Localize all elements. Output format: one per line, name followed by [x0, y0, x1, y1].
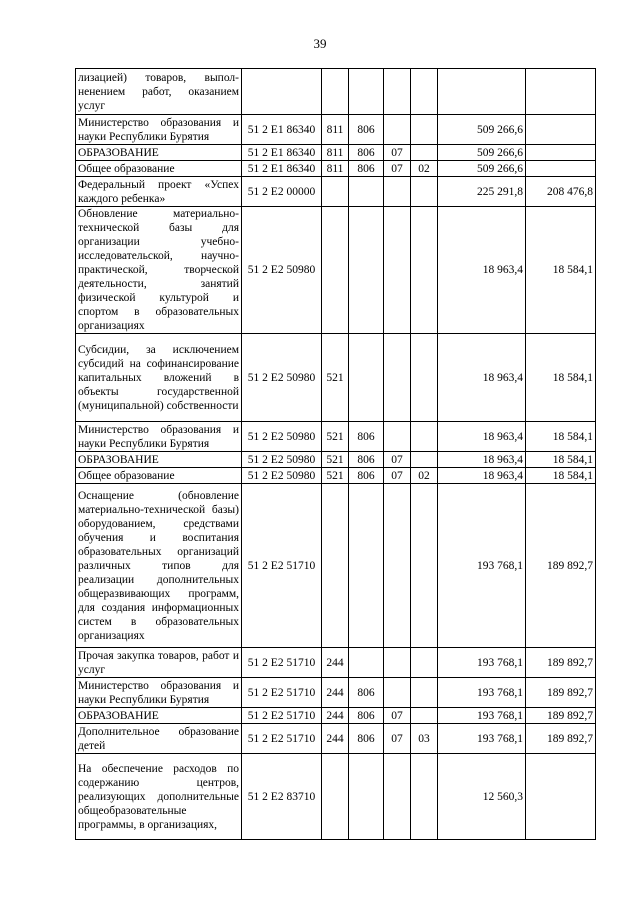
- row-rz-code: [384, 422, 411, 452]
- row-csr-code: 51 2 E2 83710: [242, 754, 322, 840]
- row-csr-code: 51 2 E2 51710: [242, 708, 322, 724]
- row-name: Прочая закупка товаров, работ и услуг: [76, 648, 242, 678]
- row-rz-code: [384, 484, 411, 648]
- row-rz-code: [384, 207, 411, 334]
- row-grbs-code: [349, 484, 384, 648]
- row-name: ОБРАЗОВАНИЕ: [76, 145, 242, 161]
- row-vr-code: 244: [322, 678, 349, 708]
- row-vr-code: 811: [322, 115, 349, 145]
- row-vr-code: 521: [322, 452, 349, 468]
- row-vr-code: 244: [322, 648, 349, 678]
- row-name: Обновление материально-технической базы для организации учебно-исследовательской, научно-практической, творческой деятельности, занятий физической культурой и спортом в образовательных организациях: [76, 207, 242, 334]
- table-row: [76, 708, 596, 724]
- row-sum-1: 18 963,4: [438, 452, 526, 468]
- row-name: Оснащение (обновление материально-технической базы) оборудованием, средствами обучения и воспитания образовательных организаций различных типов для реализации дополнительных общеразвивающих программ, для создания информационных систем в образовательных организациях: [76, 484, 242, 648]
- row-sum-1: 509 266,6: [438, 161, 526, 177]
- row-grbs-code: 806: [349, 115, 384, 145]
- row-pr-code: [411, 678, 438, 708]
- row-vr-code: [322, 484, 349, 648]
- row-name: Дополнительное образование детей: [76, 724, 242, 754]
- row-rz-code: 07: [384, 708, 411, 724]
- row-pr-code: 02: [411, 161, 438, 177]
- row-grbs-code: 806: [349, 145, 384, 161]
- row-rz-code: 07: [384, 468, 411, 484]
- row-pr-code: [411, 648, 438, 678]
- table-row: [76, 69, 596, 115]
- row-grbs-code: [349, 648, 384, 678]
- row-rz-code: [384, 177, 411, 207]
- row-rz-code: [384, 69, 411, 115]
- table-row: [76, 648, 596, 678]
- row-sum-2: [526, 69, 596, 115]
- row-sum-2: [526, 161, 596, 177]
- row-csr-code: 51 2 E1 86340: [242, 115, 322, 145]
- row-name: Министерство образования и науки Республики Бурятия: [76, 678, 242, 708]
- row-rz-code: [384, 115, 411, 145]
- row-rz-code: [384, 754, 411, 840]
- row-csr-code: 51 2 E1 86340: [242, 145, 322, 161]
- row-sum-1: 193 768,1: [438, 678, 526, 708]
- row-csr-code: 51 2 E1 86340: [242, 161, 322, 177]
- row-name: Министерство образования и науки Республики Бурятия: [76, 422, 242, 452]
- row-name: На обеспечение расходов по содержанию центров, реализующих дополнительные общеобразовательные программы, в организациях,: [76, 754, 242, 840]
- row-csr-code: 51 2 E2 51710: [242, 678, 322, 708]
- row-grbs-code: 806: [349, 678, 384, 708]
- row-sum-2: 18 584,1: [526, 422, 596, 452]
- row-pr-code: [411, 334, 438, 422]
- row-csr-code: [242, 69, 322, 115]
- row-name: ОБРАЗОВАНИЕ: [76, 452, 242, 468]
- row-vr-code: [322, 207, 349, 334]
- row-sum-2: 208 476,8: [526, 177, 596, 207]
- row-grbs-code: 806: [349, 724, 384, 754]
- row-vr-code: 811: [322, 145, 349, 161]
- row-sum-1: 509 266,6: [438, 145, 526, 161]
- table-row: [76, 334, 596, 422]
- row-pr-code: [411, 708, 438, 724]
- row-vr-code: 521: [322, 422, 349, 452]
- row-rz-code: 07: [384, 145, 411, 161]
- row-csr-code: 51 2 E2 51710: [242, 648, 322, 678]
- row-sum-2: [526, 754, 596, 840]
- table-row: [76, 484, 596, 648]
- row-sum-1: 193 768,1: [438, 708, 526, 724]
- row-grbs-code: [349, 177, 384, 207]
- row-rz-code: 07: [384, 724, 411, 754]
- row-sum-2: [526, 145, 596, 161]
- table-row: [76, 678, 596, 708]
- row-sum-1: 509 266,6: [438, 115, 526, 145]
- row-name: ОБРАЗОВАНИЕ: [76, 708, 242, 724]
- row-name: лизацией) товаров, выпол-ненением работ, оказанием услуг: [76, 69, 242, 115]
- table-row: [76, 115, 596, 145]
- row-grbs-code: 806: [349, 468, 384, 484]
- row-sum-2: 18 584,1: [526, 207, 596, 334]
- table-row: [76, 422, 596, 452]
- table-row: [76, 452, 596, 468]
- row-csr-code: 51 2 E2 50980: [242, 452, 322, 468]
- row-grbs-code: [349, 334, 384, 422]
- row-sum-2: 189 892,7: [526, 724, 596, 754]
- row-sum-1: [438, 69, 526, 115]
- row-csr-code: 51 2 E2 51710: [242, 724, 322, 754]
- table-row: [76, 724, 596, 754]
- table-row: [76, 177, 596, 207]
- row-vr-code: 244: [322, 724, 349, 754]
- row-sum-2: 18 584,1: [526, 452, 596, 468]
- row-csr-code: 51 2 E2 50980: [242, 422, 322, 452]
- row-pr-code: 02: [411, 468, 438, 484]
- row-pr-code: [411, 207, 438, 334]
- row-sum-2: [526, 115, 596, 145]
- row-sum-1: 193 768,1: [438, 484, 526, 648]
- row-pr-code: [411, 69, 438, 115]
- row-name: Общее образование: [76, 161, 242, 177]
- row-rz-code: 07: [384, 452, 411, 468]
- row-grbs-code: 806: [349, 422, 384, 452]
- row-sum-2: 18 584,1: [526, 334, 596, 422]
- row-csr-code: 51 2 E2 50980: [242, 207, 322, 334]
- row-grbs-code: 806: [349, 452, 384, 468]
- row-sum-2: 189 892,7: [526, 708, 596, 724]
- row-vr-code: [322, 754, 349, 840]
- budget-table: [75, 68, 596, 840]
- row-sum-2: 189 892,7: [526, 648, 596, 678]
- row-sum-1: 193 768,1: [438, 724, 526, 754]
- row-csr-code: 51 2 E2 00000: [242, 177, 322, 207]
- row-sum-2: 189 892,7: [526, 678, 596, 708]
- row-csr-code: 51 2 E2 50980: [242, 468, 322, 484]
- row-grbs-code: [349, 754, 384, 840]
- row-pr-code: [411, 177, 438, 207]
- row-grbs-code: [349, 207, 384, 334]
- row-vr-code: [322, 177, 349, 207]
- row-sum-1: 12 560,3: [438, 754, 526, 840]
- table-row: [76, 207, 596, 334]
- row-sum-1: 18 963,4: [438, 207, 526, 334]
- row-sum-1: 193 768,1: [438, 648, 526, 678]
- row-csr-code: 51 2 E2 51710: [242, 484, 322, 648]
- table-row: [76, 468, 596, 484]
- row-rz-code: 07: [384, 161, 411, 177]
- row-rz-code: [384, 334, 411, 422]
- row-sum-1: 18 963,4: [438, 334, 526, 422]
- table-row: [76, 161, 596, 177]
- row-name: Общее образование: [76, 468, 242, 484]
- row-grbs-code: 806: [349, 708, 384, 724]
- row-pr-code: [411, 484, 438, 648]
- row-vr-code: 521: [322, 468, 349, 484]
- row-pr-code: [411, 115, 438, 145]
- row-pr-code: 03: [411, 724, 438, 754]
- row-pr-code: [411, 145, 438, 161]
- row-sum-1: 18 963,4: [438, 468, 526, 484]
- row-pr-code: [411, 422, 438, 452]
- row-grbs-code: 806: [349, 161, 384, 177]
- row-pr-code: [411, 754, 438, 840]
- row-name: Федеральный проект «Успех каждого ребенка»: [76, 177, 242, 207]
- row-rz-code: [384, 648, 411, 678]
- row-name: Министерство образования и науки Республики Бурятия: [76, 115, 242, 145]
- row-vr-code: [322, 69, 349, 115]
- row-vr-code: 811: [322, 161, 349, 177]
- row-pr-code: [411, 452, 438, 468]
- page-number: 39: [313, 36, 327, 51]
- row-sum-1: 18 963,4: [438, 422, 526, 452]
- row-sum-1: 225 291,8: [438, 177, 526, 207]
- row-sum-2: 189 892,7: [526, 484, 596, 648]
- row-sum-2: 18 584,1: [526, 468, 596, 484]
- table-row: [76, 145, 596, 161]
- row-grbs-code: [349, 69, 384, 115]
- row-vr-code: 244: [322, 708, 349, 724]
- table-row: [76, 754, 596, 840]
- row-vr-code: 521: [322, 334, 349, 422]
- row-name: Субсидии, за исключением субсидий на софинансирование капитальных вложений в объекты государственной (муниципальной) собственности: [76, 334, 242, 422]
- row-rz-code: [384, 678, 411, 708]
- row-csr-code: 51 2 E2 50980: [242, 334, 322, 422]
